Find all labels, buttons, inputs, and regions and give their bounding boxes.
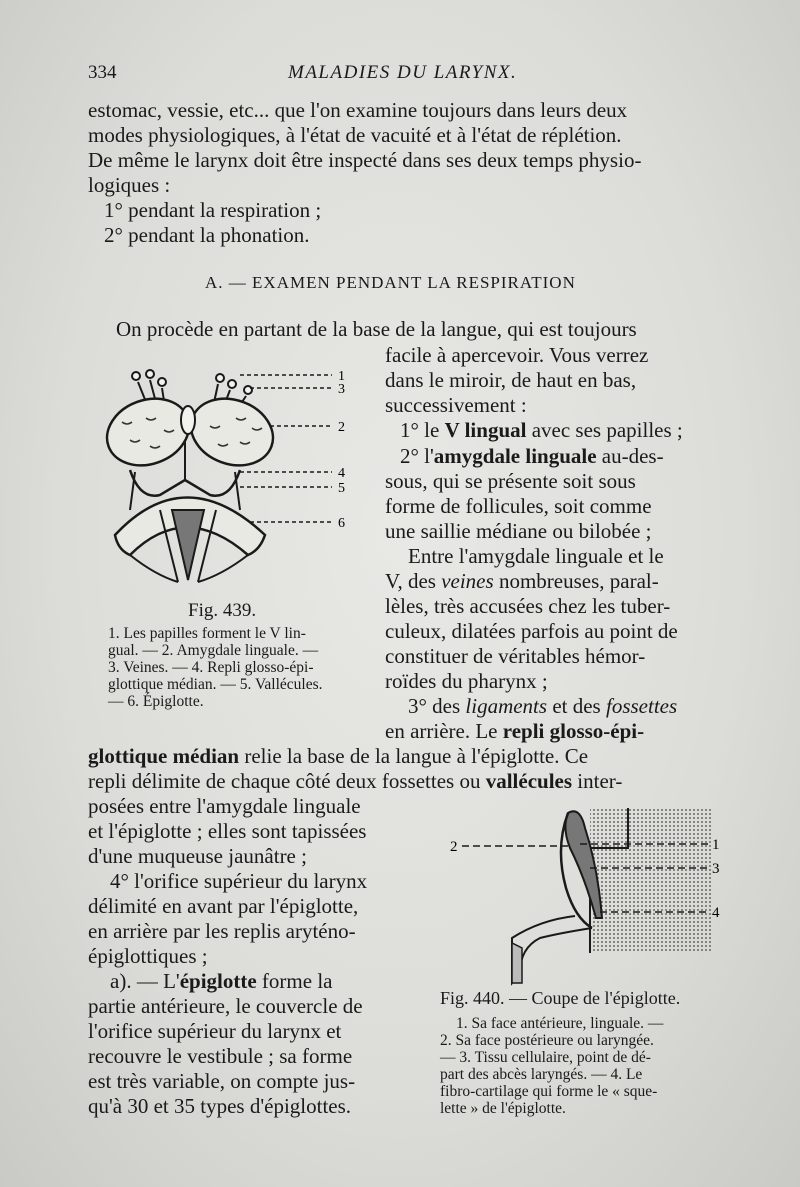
paragraph-line: en arrière. Le repli glosso-épi- [385, 719, 645, 743]
figure-439-title: Fig. 439. [188, 600, 257, 621]
paragraph-line: V, des veines nombreuses, paral- [385, 569, 659, 593]
paragraph-line: l'orifice supérieur du larynx et [88, 1019, 342, 1043]
paragraph-line: repli délimite de chaque côté deux fossettes ou vallécules inter- [88, 769, 623, 793]
paragraph-line: facile à apercevoir. Vous verrez [385, 343, 649, 367]
figure-label: 3 [712, 861, 720, 877]
figure-439-illustration [100, 360, 370, 590]
list-item-v-lingual: 1° le V lingual avec ses papilles ; [400, 418, 683, 442]
figure-caption-line: — 6. Épiglotte. [108, 693, 204, 710]
paragraph-line: délimité en avant par l'épiglotte, [88, 894, 359, 918]
figure-caption-line: fibro-cartilage qui forme le « sque- [440, 1083, 658, 1100]
paragraph-line: roïdes du pharynx ; [385, 669, 548, 693]
paragraph-line: lèles, très accusées chez les tuber- [385, 594, 671, 618]
figure-caption-line: 3. Veines. — 4. Repli glosso-épi- [108, 659, 314, 676]
paragraph-line: forme de follicules, soit comme [385, 494, 652, 518]
figure-label: 1 [338, 369, 345, 384]
intro-line: modes physiologiques, à l'état de vacuité et à l'état de réplétion. [88, 123, 622, 147]
list-item-phonation: 2° pendant la phonation. [104, 223, 310, 247]
figure-440-illustration [440, 808, 740, 988]
paragraph-line: dans le miroir, de haut en bas, [385, 368, 637, 392]
list-item-respiration: 1° pendant la respiration ; [104, 198, 322, 222]
paragraph-line: d'une muqueuse jaunâtre ; [88, 844, 307, 868]
running-title: MALADIES DU LARYNX. [288, 62, 518, 83]
figure-caption-line: — 3. Tissu cellulaire, point de dé- [440, 1049, 651, 1066]
list-item-orifice: 4° l'orifice supérieur du larynx [110, 869, 368, 893]
paragraph-line: posées entre l'amygdale linguale [88, 794, 361, 818]
paragraph-line: constituer de véritables hémor- [385, 644, 646, 668]
paragraph-line: glottique médian relie la base de la langue à l'épiglotte. Ce [88, 744, 589, 768]
figure-caption-line: glottique médian. — 5. Vallécules. [108, 676, 323, 693]
paragraph-line: est très variable, on compte jus- [88, 1069, 356, 1093]
figure-label: 4 [338, 466, 345, 481]
page-number: 334 [88, 62, 117, 83]
paragraph-line: en arrière par les replis aryténo- [88, 919, 356, 943]
intro-line: De même le larynx doit être inspecté dans ses deux temps physio- [88, 148, 642, 172]
paragraph-line: On procède en partant de la base de la langue, qui est toujours [116, 317, 637, 341]
figure-caption-line: 1. Les papilles forment le V lin- [108, 625, 306, 642]
paragraph-line: recouvre le vestibule ; sa forme [88, 1044, 353, 1068]
paragraph-line: successivement : [385, 393, 527, 417]
figure-caption-line: 1. Sa face antérieure, linguale. — [456, 1015, 664, 1032]
paragraph-line: sous, qui se présente soit sous [385, 469, 636, 493]
figure-caption-line: gual. — 2. Amygdale linguale. — [108, 642, 319, 659]
paragraph-line: Entre l'amygdale linguale et le [408, 544, 664, 568]
figure-label: 2 [338, 420, 345, 435]
list-item-ligaments: 3° des ligaments et des fossettes [408, 694, 678, 718]
list-item-amygdale: 2° l'amygdale linguale au-des- [400, 444, 664, 468]
figure-label: 3 [338, 382, 345, 397]
paragraph-line: épiglottiques ; [88, 944, 208, 968]
figure-label: 1 [712, 837, 720, 853]
figure-caption-line: lette » de l'épiglotte. [440, 1100, 566, 1117]
paragraph-line: une saillie médiane ou bilobée ; [385, 519, 652, 543]
figure-caption-line: 2. Sa face postérieure ou laryngée. [440, 1032, 654, 1049]
page-header [88, 62, 728, 86]
figure-440-title: Fig. 440. — Coupe de l'épiglotte. [440, 988, 681, 1008]
paragraph-line: qu'à 30 et 35 types d'épiglottes. [88, 1094, 352, 1118]
paragraph-line: et l'épiglotte ; elles sont tapissées [88, 819, 367, 843]
figure-label: 2 [450, 839, 458, 855]
list-item-epiglotte: a). — L'épiglotte forme la [110, 969, 333, 993]
figure-label: 5 [338, 481, 345, 496]
figure-caption-line: part des abcès laryngés. — 4. Le [440, 1066, 643, 1083]
paragraph-line: partie antérieure, le couvercle de [88, 994, 363, 1018]
intro-line: estomac, vessie, etc... que l'on examine toujours dans leurs deux [88, 98, 628, 122]
paragraph-line: culeux, dilatées parfois au point de [385, 619, 678, 643]
figure-label: 4 [712, 905, 720, 921]
intro-line: logiques : [88, 173, 171, 197]
figure-label: 6 [338, 516, 345, 531]
section-title: A. — EXAMEN PENDANT LA RESPIRATION [205, 273, 576, 292]
